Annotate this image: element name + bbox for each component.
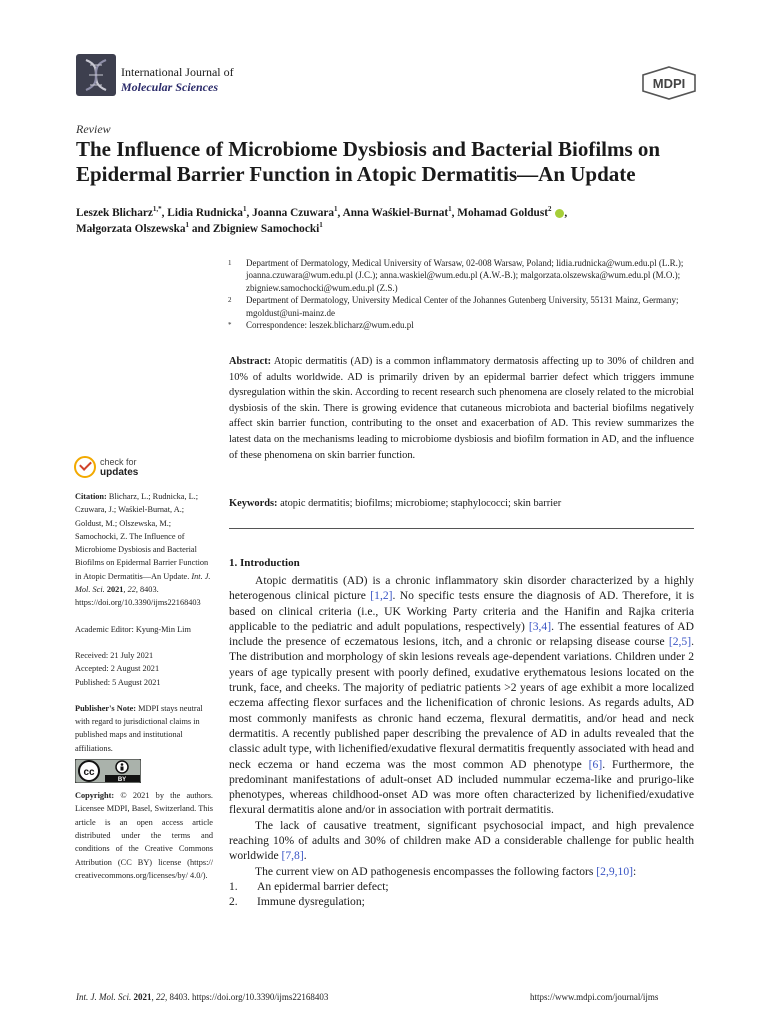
journal-logo xyxy=(76,54,116,96)
mdpi-logo-text: MDPI xyxy=(652,76,686,91)
author-affiliation-mark: 1,* xyxy=(152,205,162,214)
author-name: Joanna Czuwara xyxy=(252,207,335,219)
body-text xyxy=(229,573,694,910)
citation-label: Citation: xyxy=(75,492,107,501)
keywords-label: Keywords: xyxy=(229,498,278,509)
section-divider xyxy=(229,528,694,529)
factor-list xyxy=(229,879,694,910)
affiliation-text: Department of Dermatology, University Medical Center of the Johannes Gutenberg University, 55131 Mainz, Germany; mgoldust@uni-mainz.de xyxy=(246,295,679,318)
copyright-notice: Copyright: © 2021 by the authors. Licensee MDPI, Basel, Switzerland. This article is an open access article distributed under the terms and conditions of the Creative Commons Attribution (CC BY) license (https:// creativecommons.org/licenses/by/ 4.0/). xyxy=(75,791,213,880)
author-affiliation-mark: 1 xyxy=(242,205,247,214)
author-affiliation-mark: 1 xyxy=(319,220,323,229)
citation-link[interactable]: [3,4] xyxy=(528,619,552,633)
article-info-sidebar xyxy=(75,490,213,882)
author-list: Leszek Blicharz$^{1,*}$, Lidia Rudnicka$^1$, Joanna Czuwara$^1$, Anna Waśkiel-Burnat$^1$, Mohamad Goldust$^2$ , Małgorzata Olszewska$^1$ and Zbigniew Samochocki$^1$ xyxy=(76,205,568,235)
abstract-text: Atopic dermatitis (AD) is a common inflammatory dermatosis affecting up to 30% of children and 10% of adults worldwide. AD is primarily driven by an epidermal barrier defect which triggers immune dysregulation within the skin. According to recent research such phenomena are closely related to the microbial dysbiosis of the skin. There is growing evidence that cutaneous microbiota and bacterial biofilms negatively affect skin barrier function, contributing to the onset and exacerbation of AD. This review summarizes the latest data on the mechanisms leading to microbiome dysbiosis and biofilm formation in AD, and the influence of these phenomena on skin barrier function. xyxy=(229,356,694,461)
paragraph: The current view on AD pathogenesis encompasses the following factors [2,9,10]: xyxy=(255,864,637,878)
keywords xyxy=(229,497,694,511)
check-icon xyxy=(74,456,96,478)
author-affiliation-mark: 1 xyxy=(448,205,452,214)
abstract xyxy=(229,354,694,463)
published-date: Published: 5 August 2021 xyxy=(75,677,161,687)
cc-by-license-icon[interactable] xyxy=(75,759,141,783)
list-item: 2. Immune dysregulation; xyxy=(229,895,365,909)
affiliation xyxy=(228,257,708,294)
affiliation-mark: 2 xyxy=(228,296,232,305)
cc-badge-text: cc xyxy=(83,767,95,779)
affiliation xyxy=(228,294,708,319)
author-name: Mohamad Goldust xyxy=(457,207,549,219)
copyright-label: Copyright: xyxy=(75,791,115,801)
author-name: Leszek Blicharz xyxy=(76,207,153,219)
list-item: 1. An epidermal barrier defect; xyxy=(229,879,389,893)
citation-link[interactable]: [1,2] xyxy=(370,589,393,603)
affiliations xyxy=(228,257,708,331)
section-heading: 1. Introduction xyxy=(229,557,300,569)
citation-link[interactable]: [2,9,10] xyxy=(596,864,633,878)
citation-doi[interactable]: , 8403. https://doi.org/10.3390/ijms22168403 xyxy=(75,585,201,608)
journal-name-line2: Molecular Sciences xyxy=(121,80,218,94)
citation: Citation: Blicharz, L.; Rudnicka, L.; Czuwara, J.; Waśkiel-Burnat, A.; Goldust, M.; Olszewska, M.; Samochocki, Z. The Influence of Microbiome Dysbiosis and Bacterial Biofilms on Epidermal Barrier Function in Atopic Dermatitis—An Update. Int. J. Mol. Sci. 2021, 22, 8403. https://doi.org/10.3390/ijms22168403 xyxy=(75,492,211,608)
check-updates-line2: updates xyxy=(100,467,139,478)
paragraph: The lack of causative treatment, significant psychosocial impact, and high prevalence reaching 10% of adults and 30% of children make AD a considerable challenge for public health worldwide [7,8]. xyxy=(229,818,694,863)
author-affiliation-mark: 1 xyxy=(185,220,189,229)
citation-link[interactable]: [2,5] xyxy=(668,635,692,649)
publisher-note-label: Publisher's Note: xyxy=(75,703,137,713)
author-name: Lidia Rudnicka xyxy=(167,207,243,219)
footer-doi[interactable]: , 8403. https://doi.org/10.3390/ijms22168403 xyxy=(165,992,329,1002)
mdpi-logo xyxy=(640,66,698,100)
citation-link[interactable]: [7,8] xyxy=(281,849,304,863)
cc-by-text: BY xyxy=(117,777,127,784)
accepted-date: Accepted: 2 August 2021 xyxy=(75,664,160,674)
journal-name-line1: International Journal of xyxy=(121,65,234,79)
footer-journal-url[interactable]: https://www.mdpi.com/journal/ijms xyxy=(530,992,659,1002)
check-updates-line1: check for xyxy=(100,457,137,467)
article-title: The Influence of Microbiome Dysbiosis and Bacterial Biofilms on Epidermal Barrier Function in Atopic Dermatitis—An Update xyxy=(76,137,661,186)
author-affiliation-mark: 2 xyxy=(548,205,552,214)
citation-link[interactable]: [6] xyxy=(588,757,603,771)
author-name: Małgorzata Olszewska xyxy=(76,222,186,235)
correspondence xyxy=(228,319,708,331)
paragraph: Atopic dermatitis (AD) is a chronic inflammatory skin disorder characterized by a highly heterogenous clinical picture [1,2]. No specific tests ensure the diagnosis of AD. Therefore, it is based on clinical criteria (i.e., UK Working Party criteria and the Hanifin and Rajka criteria applicable to the pediatric and adult populations, respectively) [3,4]. The essential features of AD include the presence of eczematous lesions, itch, and a chronic or relapsing disease course [2,5]. The distribution and morphology of skin lesions reveals age-dependent variations. Children under 2 years of age typically present with poorly defined, exudative erythematous lesions located on the trunk, face, and cheeks. The majority of pediatric patients >2 years of age exhibit a more localized eczema affecting flexor surfaces and the lichenification of chronic lesions. As regards adults, AD most commonly manifests as chronic hand eczema, flexural dermatitis, and/or head and neck dermatitis. A recently published paper describing the prevalence of AD in adults revealed that the classic adult type, with lichenified/exudative flexural dermatitis frequently associated with head and neck eczema or hand eczema was the most common AD phenotype [6]. Furthermore, the predominant manifestations of adult-onset AD included nummular eczema-like and prurigo-like phenotypes, whereas childhood-onset AD was more often characterized by lichenified/exudative flexural dermatitis alone and/or in association with portrait dermatitis. xyxy=(229,574,695,817)
affiliation-mark: 1 xyxy=(228,259,232,267)
footer-citation: Int. J. Mol. Sci. 2021, 22, 8403. https://doi.org/10.3390/ijms22168403 xyxy=(76,992,329,1002)
author-name: Zbigniew Samochocki xyxy=(212,222,320,235)
author-affiliation-mark: 1 xyxy=(334,205,338,214)
publisher-note: Publisher's Note: MDPI stays neutral with regard to jurisdictional claims in published maps and institutional affiliations. xyxy=(75,703,203,753)
keywords-text: atopic dermatitis; biofilms; microbiome; staphylococci; skin barrier xyxy=(280,498,562,509)
received-date: Received: 21 July 2021 xyxy=(75,650,154,660)
article-type: Review xyxy=(76,122,111,136)
affiliation-text: Department of Dermatology, Medical University of Warsaw, 02-008 Warsaw, Poland; lidia.rudnicka@wum.edu.pl (L.R.); joanna.czuwara@wum.edu.pl (J.C.); anna.waskiel@wum.edu.pl (A.W.-B.); malgorzata.olszewska@wum.edu.pl (M.O.); zbigniew.samochocki@wum.edu.pl (Z.S.) xyxy=(246,258,684,293)
author-name: Anna Waśkiel-Burnat xyxy=(342,207,449,219)
journal-name xyxy=(121,65,234,95)
orcid-icon[interactable] xyxy=(555,209,564,218)
abstract-label: Abstract: xyxy=(229,356,272,367)
affiliation-mark: * xyxy=(228,321,232,330)
check-for-updates-button[interactable] xyxy=(74,456,164,484)
correspondence-text: Correspondence: leszek.blicharz@wum.edu.pl xyxy=(246,320,414,331)
academic-editor: Academic Editor: Kyung-Min Lim xyxy=(75,624,191,634)
